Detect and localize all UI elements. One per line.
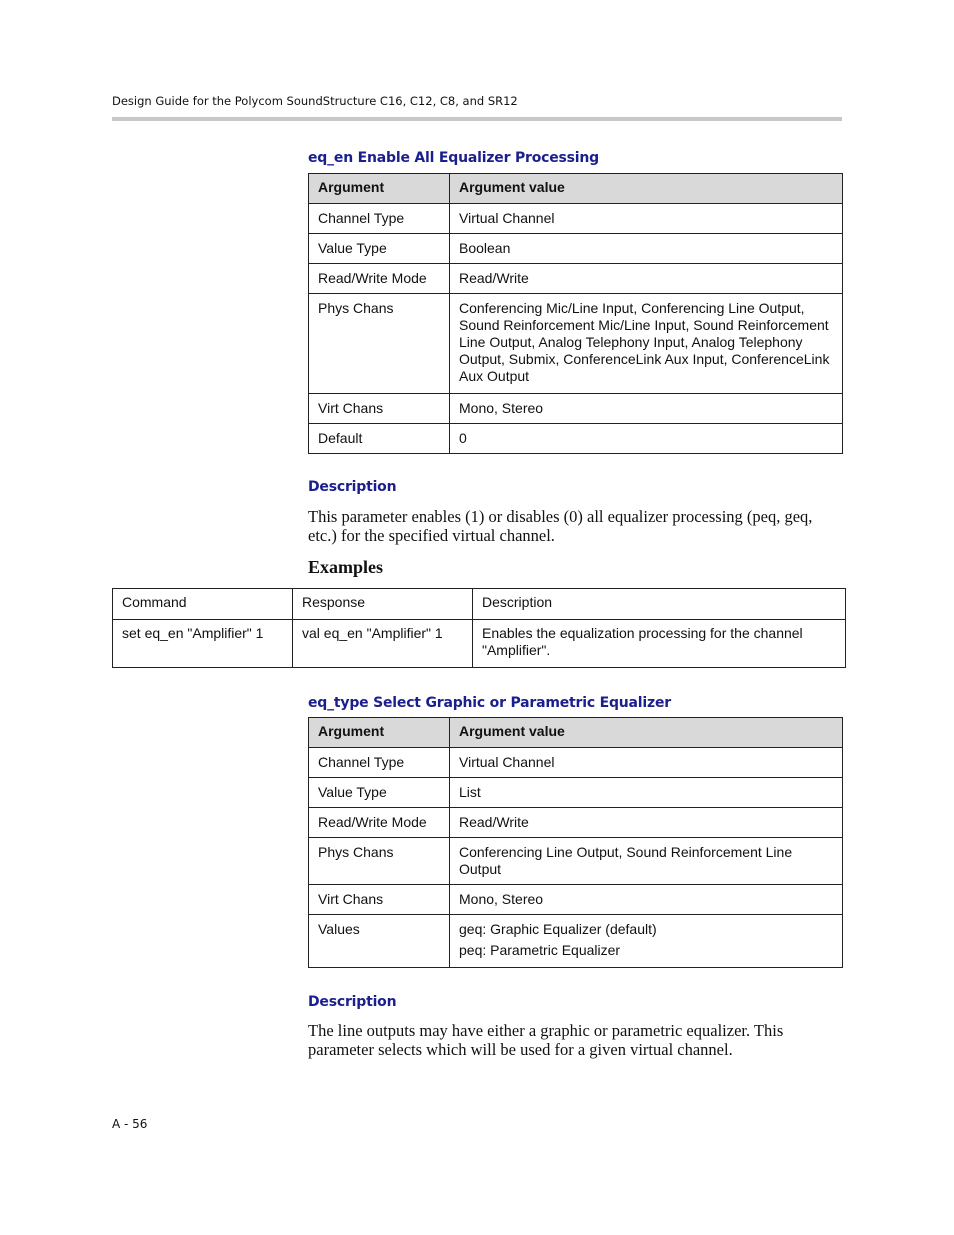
value-option: geq: Graphic Equalizer (default) bbox=[459, 921, 657, 937]
table-header-row bbox=[113, 589, 846, 620]
argument-value-cell: Virtual Channel bbox=[450, 204, 843, 234]
column-header-command: Command bbox=[113, 589, 293, 620]
column-header-argument: Argument bbox=[309, 718, 450, 748]
argument-cell: Channel Type bbox=[309, 748, 450, 778]
argument-cell: Value Type bbox=[309, 234, 450, 264]
argument-cell: Phys Chans bbox=[309, 838, 450, 885]
argument-cell: Virt Chans bbox=[309, 885, 450, 915]
argument-value-cell: Virtual Channel bbox=[450, 748, 843, 778]
column-header-response: Response bbox=[293, 589, 473, 620]
argument-value-cell: 0 bbox=[450, 424, 843, 454]
description-heading: Description bbox=[308, 994, 397, 1010]
command-cell: set eq_en "Amplifier" 1 bbox=[113, 620, 293, 668]
description-text: This parameter enables (1) or disables (0) all equalizer processing (peq, geq, etc.) for the specified virtual channel. bbox=[308, 507, 813, 545]
table-row bbox=[309, 394, 843, 424]
column-header-argument-value: Argument value bbox=[450, 718, 843, 748]
description-text: The line outputs may have either a graphic or parametric equalizer. This parameter selects which will be used for a given virtual channel. bbox=[308, 1021, 784, 1059]
argument-value-cell: Read/Write bbox=[450, 264, 843, 294]
table-header-row bbox=[309, 174, 843, 204]
column-header-argument-value: Argument value bbox=[450, 174, 843, 204]
argument-value-cell: Conferencing Mic/Line Input, Conferencing Line Output, Sound Reinforcement Mic/Line Input, Sound Reinforcement Line Output, Analog Telephony Input, Analog Telephony Output, Submix, ConferenceLink Aux Input, ConferenceLink Aux Output bbox=[450, 294, 843, 394]
table-row bbox=[309, 424, 843, 454]
description-cell: Enables the equalization processing for the channel "Amplifier". bbox=[473, 620, 846, 668]
section-title-eq-type: eq_type Select Graphic or Parametric Equalizer bbox=[308, 695, 671, 711]
argument-value-cell: Boolean bbox=[450, 234, 843, 264]
table-row bbox=[309, 748, 843, 778]
table-row bbox=[309, 778, 843, 808]
argument-value-cell: Conferencing Line Output, Sound Reinforcement Line Output bbox=[450, 838, 843, 885]
argument-value-cell: List bbox=[450, 778, 843, 808]
table-header-row bbox=[309, 718, 843, 748]
table-row bbox=[309, 204, 843, 234]
argument-cell: Channel Type bbox=[309, 204, 450, 234]
table-row bbox=[309, 234, 843, 264]
argument-cell: Read/Write Mode bbox=[309, 264, 450, 294]
examples-heading: Examples bbox=[308, 557, 384, 577]
argument-value-cell: Mono, Stereo bbox=[450, 394, 843, 424]
description-heading: Description bbox=[308, 479, 397, 495]
table-row bbox=[309, 885, 843, 915]
argument-value-cell bbox=[450, 915, 843, 968]
table-row bbox=[113, 620, 846, 668]
column-header-argument: Argument bbox=[309, 174, 450, 204]
page-number: A - 56 bbox=[112, 1117, 148, 1131]
argument-value-cell: Mono, Stereo bbox=[450, 885, 843, 915]
argument-value-cell: Read/Write bbox=[450, 808, 843, 838]
value-option: peq: Parametric Equalizer bbox=[459, 942, 621, 958]
table-row bbox=[309, 915, 843, 968]
examples-table bbox=[112, 588, 846, 668]
argument-cell: Virt Chans bbox=[309, 394, 450, 424]
table-row bbox=[309, 808, 843, 838]
argument-cell: Phys Chans bbox=[309, 294, 450, 394]
column-header-description: Description bbox=[473, 589, 846, 620]
table-row bbox=[309, 294, 843, 394]
eq-en-argument-table bbox=[308, 173, 843, 454]
response-cell: val eq_en "Amplifier" 1 bbox=[293, 620, 473, 668]
running-header: Design Guide for the Polycom SoundStructure C16, C12, C8, and SR12 bbox=[112, 94, 518, 108]
header-divider bbox=[112, 117, 842, 121]
eq-type-argument-table bbox=[308, 717, 843, 968]
section-title-eq-en: eq_en Enable All Equalizer Processing bbox=[308, 150, 599, 166]
argument-cell: Read/Write Mode bbox=[309, 808, 450, 838]
table-row bbox=[309, 264, 843, 294]
argument-cell: Value Type bbox=[309, 778, 450, 808]
table-row bbox=[309, 838, 843, 885]
argument-cell: Default bbox=[309, 424, 450, 454]
argument-cell: Values bbox=[309, 915, 450, 968]
